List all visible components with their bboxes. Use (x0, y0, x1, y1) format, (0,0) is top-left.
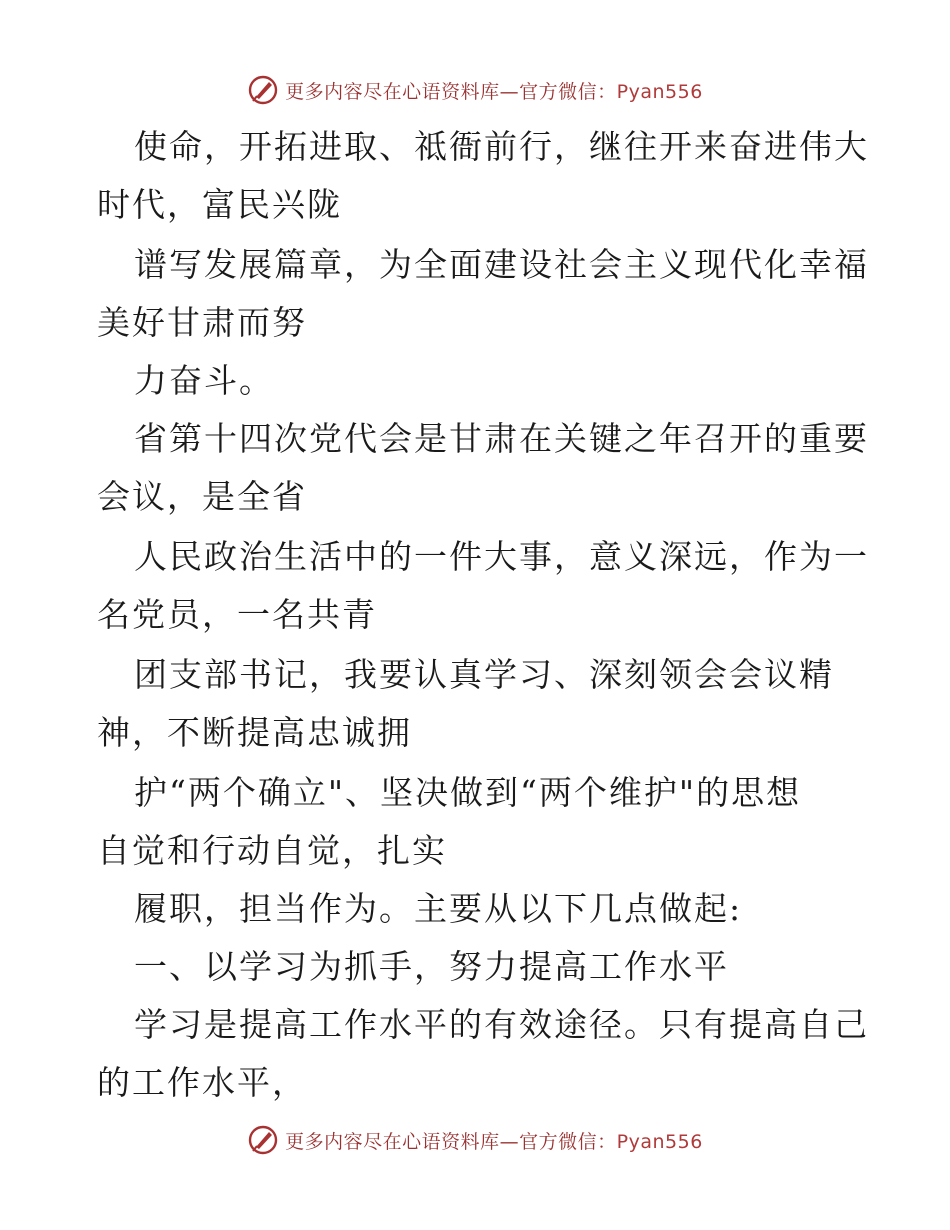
watermark-wechat-id: Pyan556 (616, 1130, 703, 1153)
text-line: 名党员，一名共青 (97, 595, 377, 634)
watermark-label: 更多内容尽在心语资料库—官方微信： (285, 1130, 617, 1153)
quill-logo-icon (247, 74, 279, 106)
text-line: 人民政治生活中的一件大事，意义深远，作为一 (134, 537, 869, 576)
text-line: 力奋斗。 (134, 361, 274, 400)
watermark-wechat-id: Pyan556 (616, 80, 703, 103)
footer-watermark (0, 1120, 950, 1160)
text-line: 美好甘肃而努 (97, 303, 307, 342)
text-line: 的工作水平， (97, 1063, 307, 1102)
text-line: 护“两个确立"、坚决做到“两个维护"的思想 (134, 773, 802, 812)
text-line: 团支部书记，我要认真学习、深刻领会会议精 (134, 655, 834, 694)
text-line: 履职，担当作为。主要从以下几点做起: (134, 889, 743, 928)
text-line: 谱写发展篇章，为全面建设社会主义现代化幸福 (134, 245, 869, 284)
text-line: 一、以学习为抓手，努力提高工作水平 (134, 947, 729, 986)
text-line: 神，不断提高忠诚拥 (97, 713, 412, 752)
watermark-text (285, 77, 703, 104)
watermark-text (285, 1127, 703, 1154)
text-line: 学习是提高工作水平的有效途径。只有提高自己 (134, 1005, 869, 1044)
quill-logo-icon (247, 1124, 279, 1156)
watermark-label: 更多内容尽在心语资料库—官方微信： (285, 80, 617, 103)
text-line: 自觉和行动自觉，扎实 (97, 831, 447, 870)
text-line: 时代，富民兴陇 (97, 185, 342, 224)
text-line: 使命，开拓进取、祗衙前行，继往开来奋进伟大 (134, 127, 869, 166)
header-watermark (0, 70, 950, 110)
text-line: 会议，是全省 (97, 477, 307, 516)
text-line: 省第十四次党代会是甘肃在关键之年召开的重要 (134, 419, 869, 458)
